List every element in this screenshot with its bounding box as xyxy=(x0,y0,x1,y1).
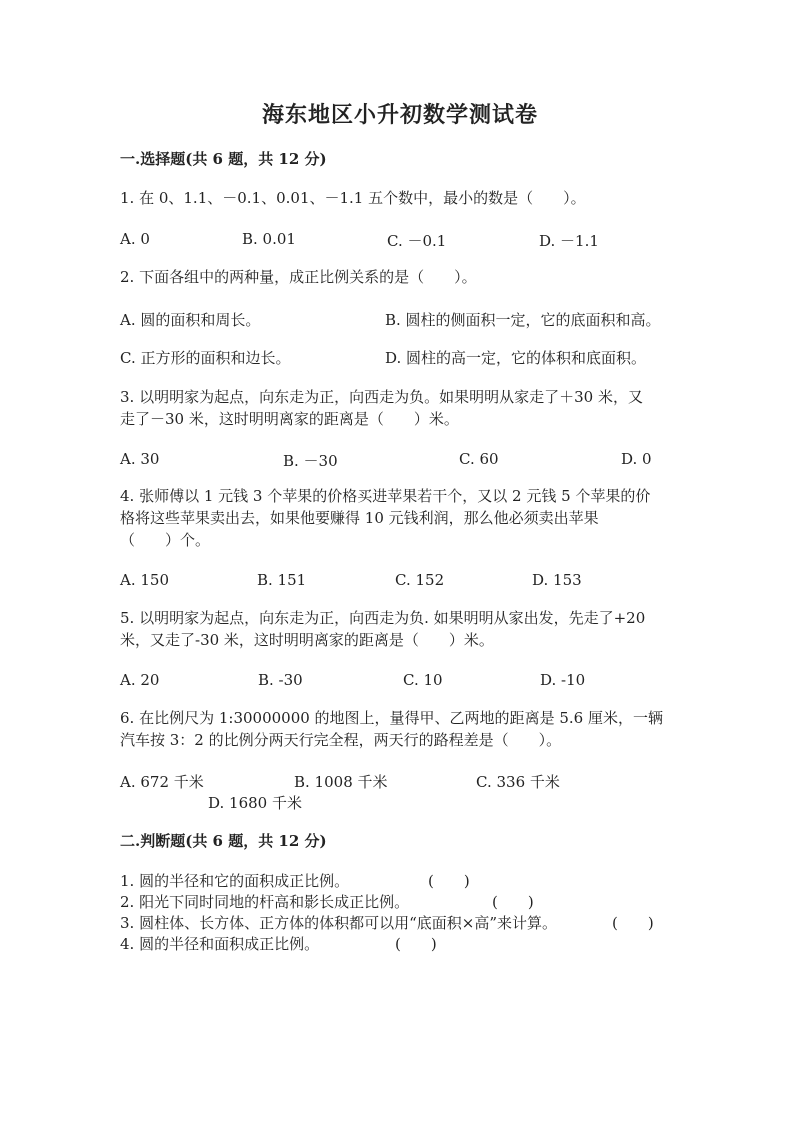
question-5-line-2: 米，又走了-30 米，这时明明离家的距离是（ ）米。 xyxy=(120,631,494,649)
q5-option-b: B. -30 xyxy=(258,671,303,689)
q5-option-a: A. 20 xyxy=(120,671,160,689)
q4-option-d: D. 153 xyxy=(532,571,582,589)
q5-option-d: D. -10 xyxy=(540,671,586,689)
judgment-2-blank[interactable]: ( ) xyxy=(492,893,534,911)
q5-option-c: C. 10 xyxy=(403,671,443,689)
question-6-line-1: 6. 在比例尺为 1:30000000 的地图上，量得甲、乙两地的距离是 5.6 厘米，一辆 xyxy=(120,709,663,727)
q1-option-a: A. 0 xyxy=(120,230,150,248)
judgment-3-blank[interactable]: ( ) xyxy=(612,914,654,932)
question-6-line-2: 汽车按 3：2 的比例分两天行完全程，两天行的路程差是（ ）。 xyxy=(120,731,562,749)
q6-option-c: C. 336 千米 xyxy=(476,773,560,791)
judgment-2-text: 2. 阳光下同时同地的杆高和影长成正比例。 xyxy=(120,893,410,911)
q6-option-a: A. 672 千米 xyxy=(120,773,204,791)
q3-option-a: A. 30 xyxy=(120,450,160,468)
q1-option-b: B. 0.01 xyxy=(242,230,296,248)
section-heading-choice: 一.选择题(共 6 题，共 12 分) xyxy=(120,150,327,168)
q4-option-b: B. 151 xyxy=(257,571,307,589)
q2-option-a: A. 圆的面积和周长。 xyxy=(120,311,261,329)
q3-option-d: D. 0 xyxy=(621,450,652,468)
judgment-3-text: 3. 圆柱体、长方体、正方体的体积都可以用“底面积×高”来计算。 xyxy=(120,914,557,932)
question-4-line-2: 格将这些苹果卖出去，如果他要赚得 10 元钱利润，那么他必须卖出苹果 xyxy=(120,509,599,527)
q4-option-a: A. 150 xyxy=(120,571,169,589)
question-3-line-2: 走了－30 米，这时明明离家的距离是（ ）米。 xyxy=(120,410,459,428)
q2-option-c: C. 正方形的面积和边长。 xyxy=(120,349,291,367)
question-2-text: 2. 下面各组中的两种量，成正比例关系的是（ ）。 xyxy=(120,268,477,286)
question-3-line-1: 3. 以明明家为起点，向东走为正，向西走为负。如果明明从家走了＋30 米，又 xyxy=(120,388,643,406)
q1-option-d: D. －1.1 xyxy=(539,232,599,250)
judgment-4-text: 4. 圆的半径和面积成正比例。 xyxy=(120,935,320,953)
q2-option-d: D. 圆柱的高一定，它的体积和底面积。 xyxy=(385,349,647,367)
q6-option-b: B. 1008 千米 xyxy=(294,773,388,791)
q4-option-c: C. 152 xyxy=(395,571,445,589)
judgment-1-blank[interactable]: ( ) xyxy=(428,872,470,890)
page-title: 海东地区小升初数学测试卷 xyxy=(261,102,538,128)
question-4-line-3: （ ）个。 xyxy=(120,531,211,549)
q3-option-b: B. －30 xyxy=(283,452,338,470)
q3-option-c: C. 60 xyxy=(459,450,499,468)
question-5-line-1: 5. 以明明家为起点，向东走为正，向西走为负. 如果明明从家出发，先走了+20 xyxy=(120,609,646,627)
section-heading-judgment: 二.判断题(共 6 题，共 12 分) xyxy=(120,832,327,850)
q1-option-c: C. －0.1 xyxy=(387,232,447,250)
judgment-4-blank[interactable]: ( ) xyxy=(395,935,437,953)
question-4-line-1: 4. 张师傅以 1 元钱 3 个苹果的价格买进苹果若干个，又以 2 元钱 5 个苹果的价 xyxy=(120,487,651,505)
question-1-text: 1. 在 0、1.1、－0.1、0.01、－1.1 五个数中，最小的数是（ ）。 xyxy=(120,189,586,207)
q6-option-d: D. 1680 千米 xyxy=(208,794,302,812)
judgment-1-text: 1. 圆的半径和它的面积成正比例。 xyxy=(120,872,350,890)
q2-option-b: B. 圆柱的侧面积一定，它的底面积和高。 xyxy=(385,311,661,329)
